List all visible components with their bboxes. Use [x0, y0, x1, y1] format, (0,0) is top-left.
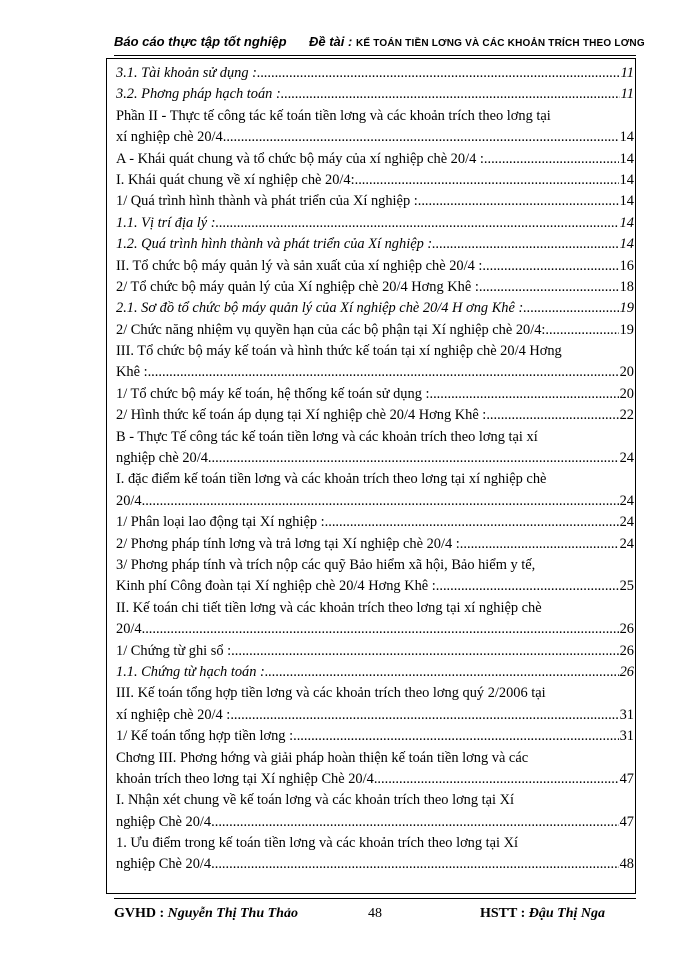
toc-entry-page: 14	[619, 150, 634, 167]
toc-entry-text: nghiệp Chè 20/4	[116, 813, 212, 830]
toc-leader-dots	[231, 641, 618, 662]
toc-leader-dots	[230, 705, 618, 726]
toc-entry	[116, 812, 634, 833]
toc-entry-text: khoản trích theo lơng tại Xí nghiệp Chè 20/4	[116, 770, 374, 787]
toc-leader-dots	[142, 619, 619, 640]
toc-leader-dots	[142, 491, 619, 512]
topic-prefix: Đề tài :	[309, 34, 353, 49]
toc-entry-page: 31	[619, 706, 634, 723]
toc-leader-dots	[429, 384, 618, 405]
toc-entry-text: 1.1. Chứng từ hạch toán :	[116, 663, 265, 680]
toc-entry-page: 25	[619, 578, 634, 595]
toc-entry-page: 20	[619, 364, 634, 381]
toc-entry	[116, 833, 634, 854]
toc-entry-page: 14	[619, 171, 634, 188]
toc-entry	[116, 170, 634, 191]
toc-entry	[116, 790, 634, 811]
toc-entry-page: 14	[619, 236, 634, 253]
toc-entry	[116, 726, 634, 747]
toc-entry-text: I. Khái quát chung về xí nghiệp chè 20/4:	[116, 171, 355, 188]
toc-entry-text: 1/ Phân loại lao động tại Xí nghiệp :	[116, 514, 325, 531]
toc-leader-dots	[355, 170, 619, 191]
toc-entry-text: nghiệp chè 20/4	[116, 450, 208, 467]
toc-entry-page: 47	[619, 770, 634, 787]
toc-entry-text: 1.2. Quá trình hình thành và phát triển của Xí nghiệp :	[116, 236, 433, 253]
toc-entry	[116, 512, 634, 533]
toc-entry-text: Chơng III. Phơng hớng và giải pháp hoàn thiện kế toán tiền lơng và các	[116, 749, 529, 766]
toc-entry	[116, 555, 634, 576]
toc-entry	[116, 619, 634, 640]
toc-entry-text: 20/4	[116, 492, 142, 509]
toc-leader-dots	[523, 298, 618, 319]
toc-leader-dots	[460, 534, 619, 555]
toc-entry-text: 1/ Chứng từ ghi sổ :	[116, 642, 232, 659]
toc-entry-page: 16	[619, 257, 634, 274]
toc-entry	[116, 63, 634, 84]
toc-entry-page: 24	[619, 450, 634, 467]
toc-leader-dots	[545, 320, 618, 341]
advisor-name: Nguyễn Thị Thu Thảo	[167, 906, 298, 921]
toc-entry-page: 24	[619, 492, 634, 509]
page-header	[114, 34, 645, 54]
toc-entry-text: Phần II - Thực tế công tác kế toán tiền lơng và các khoản trích theo lơng tại	[116, 107, 551, 124]
advisor-label: GVHD :	[114, 906, 165, 921]
toc-entry-page: 11	[620, 86, 634, 103]
toc-entry-page: 20	[619, 385, 634, 402]
toc-entry	[116, 405, 634, 426]
toc-entry-page: 14	[619, 129, 634, 146]
student-label: HSTT :	[480, 906, 526, 921]
toc-entry	[116, 769, 634, 790]
toc-entry-text: 2/ Chức năng nhiệm vụ quyền hạn của các bộ phận tại Xí nghiệp chè 20/4:	[116, 321, 546, 338]
toc-leader-dots	[281, 84, 620, 105]
toc-entry	[116, 469, 634, 490]
toc-entry	[116, 341, 634, 362]
page-number: 48	[368, 906, 382, 921]
toc-leader-dots	[432, 234, 618, 255]
toc-entry-text: 2/ Hình thức kế toán áp dụng tại Xí nghiệp chè 20/4 Hơng Khê :	[116, 407, 487, 424]
toc-entry-text: III. Tổ chức bộ máy kế toán và hình thức kế toán tại xí nghiệp chè 20/4 Hơng	[116, 343, 562, 360]
toc-entry-text: 1. Ưu điểm trong kế toán tiền lơng và các khoản trích theo lơng tại Xí	[116, 835, 519, 852]
toc-leader-dots	[211, 812, 618, 833]
page-footer	[114, 906, 634, 926]
toc-entry-page: 47	[619, 813, 634, 830]
toc-leader-dots	[293, 726, 619, 747]
toc-entry-text: III. Kế toán tổng hợp tiền lơng và các khoản trích theo lơng quý 2/2006 tại	[116, 685, 546, 702]
toc-entry-text: Kinh phí Công đoàn tại Xí nghiệp chè 20/4 Hơng Khê :	[116, 578, 436, 595]
toc-entry-text: 2.1. Sơ đồ tổ chức bộ máy quản lý của Xí nghiệp chè 20/4 H ơng Khê :	[116, 300, 524, 317]
toc-leader-dots	[211, 854, 618, 875]
toc-entry-page: 11	[620, 65, 634, 81]
header-rule	[114, 55, 636, 56]
toc-entry-text: II. Kế toán chi tiết tiền lơng và các khoản trích theo lơng tại xí nghiệp chè	[116, 599, 542, 616]
toc-entry-page: 14	[619, 193, 634, 210]
toc-entry	[116, 149, 634, 170]
toc-entry	[116, 598, 634, 619]
toc-leader-dots	[265, 662, 619, 683]
toc-entry-text: II. Tổ chức bộ máy quản lý và sản xuất của xí nghiệp chè 20/4 :	[116, 257, 483, 274]
toc-entry	[116, 748, 634, 769]
toc-leader-dots	[216, 213, 619, 234]
toc-leader-dots	[479, 277, 619, 298]
toc-entry-page: 14	[619, 214, 634, 231]
toc-entry	[116, 576, 634, 597]
toc-entry-text: B - Thực Tế công tác kế toán tiền lơng và các khoản trích theo lơng tại xí	[116, 428, 538, 445]
toc-entry-text: nghiệp Chè 20/4	[116, 856, 212, 873]
toc-entry	[116, 854, 634, 875]
toc-entry-page: 19	[619, 321, 634, 338]
toc-entry-text: I. Nhận xét chung về kế toán lơng và các khoản trích theo lơng tại Xí	[116, 792, 515, 809]
advisor	[114, 906, 298, 922]
toc-leader-dots	[436, 576, 619, 597]
toc-entry	[116, 534, 634, 555]
toc-entry-page: 26	[619, 621, 634, 638]
toc-entry	[116, 298, 634, 319]
toc-entry-text: 20/4	[116, 621, 142, 638]
toc-entry	[116, 662, 634, 683]
toc-entry-text: 1/ Tổ chức bộ máy kế toán, hệ thống kế toán sử dụng :	[116, 385, 430, 402]
toc-entry-text: 3.2. Phơng pháp hạch toán :	[116, 86, 281, 103]
toc-entry	[116, 256, 634, 277]
toc-entry-page: 26	[619, 663, 634, 680]
student-name: Đậu Thị Nga	[528, 906, 605, 921]
toc-entry	[116, 448, 634, 469]
toc-entry-page: 18	[619, 278, 634, 295]
toc-leader-dots	[325, 512, 619, 533]
toc-entry-text: 1.1. Vị trí địa lý :	[116, 214, 216, 231]
toc-entry-page: 48	[619, 856, 634, 873]
toc-leader-dots	[418, 191, 619, 212]
toc-entry-text: xí nghiệp chè 20/4 :	[116, 706, 231, 723]
toc-entry	[116, 84, 634, 105]
toc-leader-dots	[257, 63, 620, 84]
toc-entry	[116, 277, 634, 298]
toc-leader-dots	[486, 405, 618, 426]
toc-entry-text: Khê :	[116, 364, 148, 381]
topic-title: KẾ TOÁN TIỀN LƠNG VÀ CÁC KHOẢN TRÍCH THEO LƠNG	[355, 38, 645, 49]
toc-entry	[116, 234, 634, 255]
footer-rule	[114, 898, 636, 899]
toc-entry-text: 2/ Tổ chức bộ máy quản lý của Xí nghiệp chè 20/4 Hơng Khê :	[116, 278, 479, 295]
toc-entry	[116, 127, 634, 148]
toc-entry-text: I. đặc điểm kế toán tiền lơng và các khoản trích theo lơng tại xí nghiệp chè	[116, 471, 547, 488]
toc-entry	[116, 213, 634, 234]
toc-leader-dots	[482, 256, 618, 277]
topic-line	[309, 34, 645, 49]
toc-entry-text: 1/ Kế toán tổng hợp tiền lơng :	[116, 728, 294, 745]
toc-entry	[116, 705, 634, 726]
toc-leader-dots	[208, 448, 619, 469]
toc-entry	[116, 106, 634, 127]
toc-entry-page: 19	[619, 300, 634, 317]
toc-entry-page: 26	[619, 642, 634, 659]
toc-entry-text: 1/ Quá trình hình thành và phát triển của Xí nghiệp :	[116, 193, 418, 210]
toc-entry-page: 24	[619, 514, 634, 531]
toc-entry-text: 2/ Phơng pháp tính lơng và trả lơng tại Xí nghiệp chè 20/4 :	[116, 535, 460, 552]
table-of-contents	[116, 63, 634, 876]
toc-entry-text: 3/ Phơng pháp tính và trích nộp các quỹ Bảo hiểm xã hội, Bảo hiểm y tế,	[116, 556, 536, 573]
toc-entry-page: 31	[619, 728, 634, 745]
toc-entry-page: 22	[619, 407, 634, 424]
toc-entry-text: 3.1. Tài khoản sử dụng :	[116, 65, 257, 81]
toc-entry	[116, 683, 634, 704]
toc-leader-dots	[374, 769, 619, 790]
toc-entry	[116, 362, 634, 383]
toc-entry-text: xí nghiệp chè 20/4	[116, 129, 223, 146]
toc-entry	[116, 641, 634, 662]
toc-leader-dots	[484, 149, 619, 170]
report-title: Báo cáo thực tập tốt nghiệp	[114, 34, 287, 49]
toc-entry	[116, 320, 634, 341]
toc-entry	[116, 427, 634, 448]
toc-entry	[116, 491, 634, 512]
toc-entry	[116, 191, 634, 212]
toc-leader-dots	[223, 127, 619, 148]
toc-leader-dots	[148, 362, 619, 383]
toc-entry	[116, 384, 634, 405]
toc-entry-page: 24	[619, 535, 634, 552]
student	[480, 906, 605, 922]
toc-entry-text: A - Khái quát chung và tổ chức bộ máy của xí nghiệp chè 20/4 :	[116, 150, 484, 167]
